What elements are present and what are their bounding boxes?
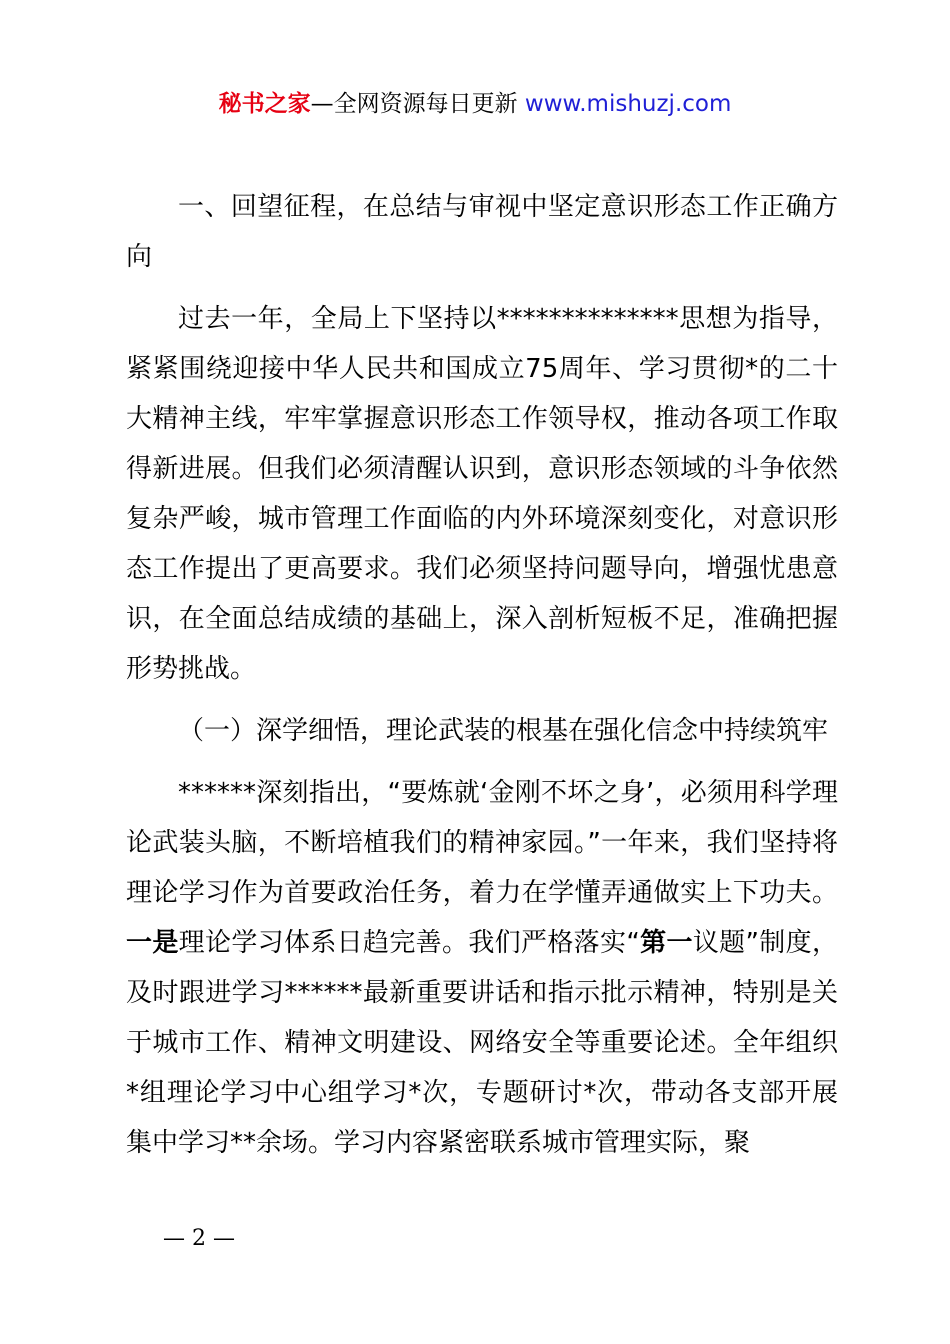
site-header [0, 88, 950, 120]
bold-marker-agenda: 第一 [639, 928, 693, 958]
document-body [126, 182, 838, 1168]
bold-marker-first: 一是 [126, 928, 179, 958]
subsection-paragraph [126, 768, 838, 1168]
paragraph-text-2: 理论学习体系日趋完善。我们严格落实“ [178, 928, 640, 958]
section-paragraph: 过去一年，全局上下坚持以**************思想为指导，紧紧围绕迎接中华人民共和国成立75周年、学习贯彻*的二十大精神主线，牢牢掌握意识形态工作领导权，推动各项工作取得新进展。但我们必须清醒认识到，意识形态领域的斗争依然复杂严峻，城市管理工作面临的内外环境深刻变化，对意识形态工作提出了更高要求。我们必须坚持问题导向，增强忧患意识，在全面总结成绩的基础上，深入剖析短板不足，准确把握形势挑战。 [126, 304, 838, 684]
paragraph-text-3: 议题”制度，及时跟进学习******最新重要讲话和指示批示精神，特别是关于城市工作、精神文明建设、网络安全等重要论述。全年组织*组理论学习中心组学习*次，专题研讨*次，带动各支部开展集中学习**余场。学习内容紧密联系城市管理实际，聚 [126, 928, 838, 1158]
header-tagline: —全网资源每日更新 [310, 91, 525, 117]
site-url-link[interactable]: www.mishuzj.com [524, 91, 732, 117]
paragraph-text-1: ******深刻指出，“要炼就‘金刚不坏之身’，必须用科学理论武装头脑，不断培植我们的精神家园。”一年来，我们坚持将理论学习作为首要政治任务，着力在学懂弄通做实上下功夫。 [126, 778, 838, 908]
subsection-heading: （一）深学细悟，理论武装的根基在强化信念中持续筑牢 [178, 716, 829, 746]
section-heading: 一、回望征程，在总结与审视中坚定意识形态工作正确方向 [126, 192, 838, 272]
brand-name: 秘书之家 [218, 91, 311, 117]
page-number: — 2 — [163, 1226, 235, 1251]
